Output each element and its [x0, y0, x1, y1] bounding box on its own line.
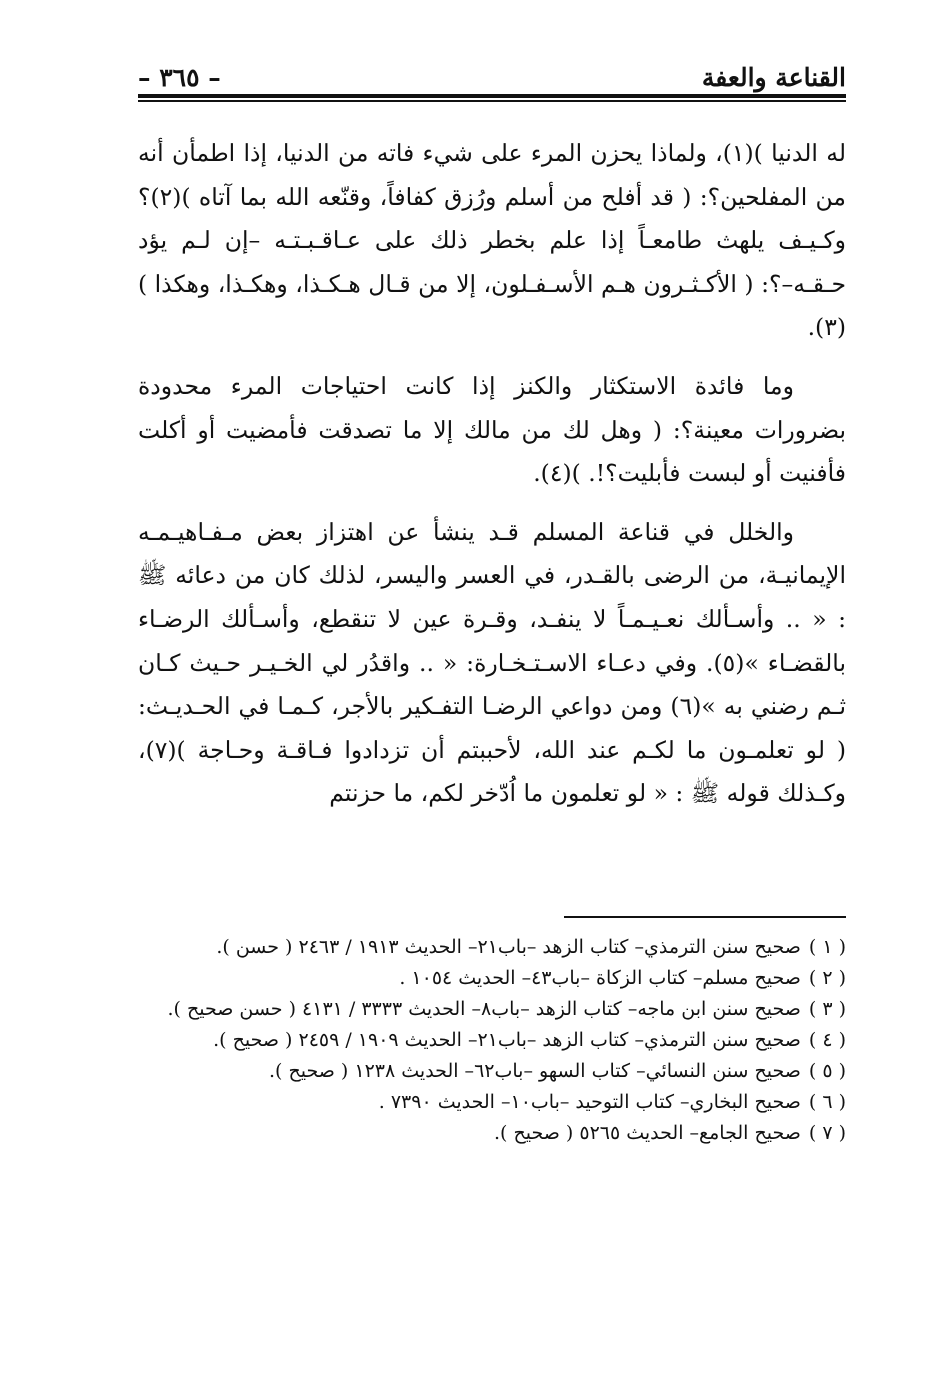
- footnote-text: صحيح البخاري– كتاب التوحيد –باب١٠– الحديث ٧٣٩٠ .: [378, 1091, 801, 1113]
- page-number: – ٣٦٥ –: [138, 63, 221, 92]
- footnote-separator: [564, 916, 846, 918]
- footnote: [132, 1087, 846, 1118]
- footnote-number: ( ٧ ): [808, 1122, 846, 1144]
- footnote-text: صحيح مسلم– كتاب الزكاة –باب٤٣– الحديث ١٠٥٤ .: [399, 967, 801, 989]
- footnote: [132, 1025, 846, 1056]
- paragraph: له الدنيا )(١)، ولماذا يحزن المرء على شيء فاته من الدنيا، إذا اطمأن أنه من المفلحين؟: ( قد أفلح من أسلم ورُزق كفافاً، وقنّعه الله بما آتاه )(٢)؟ وكـيـف يلهث طامعـاً إذا علم بخطر ذلك على عـاقـبـتـه –إن لـم يؤد حـقـه–؟: ( الأكـثـرون هـم الأسـفـلون، إلا من قـال هـكـذا، وهكـذا، وهكذا )(٣).: [138, 139, 846, 342]
- footnote-text: صحيح الجامع– الحديث ٥٢٦٥ ( صحيح ).: [493, 1122, 801, 1144]
- footnote-number: ( ٥ ): [808, 1060, 846, 1082]
- footnote: [132, 1056, 846, 1087]
- footnote-text: صحيح سنن ابن ماجه– كتاب الزهد –باب٨– الحديث ٣٣٣٣ / ٤١٣١ ( حسن صحيح ).: [167, 998, 801, 1020]
- paragraph: والخلل في قناعة المسلم قـد ينشأ عن اهتزاز بعض مـفـاهيـمـه الإيمانيـة، من الرضى بالقـدر، في العسر واليسر، لذلك كان من دعائه ﷺ : « .. وأسـألك نعـيـمـاً لا ينفـد، وقـرة عين لا تنقطع، وأسـألك الرضـاء بالقضـاء »(٥). وفي دعـاء الاسـتـخـارة: « .. واقدُر لي الخـيـر حـيث كـان ثـم رضني به »(٦) ومن دواعي الرضـا التفـكير بالأجر، كـمـا في الحـديـث: ( لو تعلمـون ما لكـم عند الله، لأحببتم أن تزدادوا فـاقـة وحـاجة )(٧)، وكـذلك قوله ﷺ : « لو تعلمون ما اُدّخر لكم، ما حزنتم: [138, 517, 846, 808]
- footnote-number: ( ١ ): [808, 936, 846, 958]
- header-rule: [138, 94, 846, 103]
- footnote: [132, 932, 846, 963]
- footnote-number: ( ٢ ): [808, 967, 846, 989]
- footnote-number: ( ٤ ): [808, 1029, 846, 1051]
- footnote: [132, 1118, 846, 1149]
- footnote: [132, 994, 846, 1025]
- footnote-number: ( ٦ ): [808, 1091, 846, 1113]
- footnote-number: ( ٣ ): [808, 998, 846, 1020]
- footnote-text: صحيح سنن الترمذي– كتاب الزهد –باب٢١– الحديث ١٩٠٩ / ٢٤٥٩ ( صحيح ).: [213, 1029, 801, 1051]
- paragraph: وما فائدة الاستكثار والكنز إذا كانت احتياجات المرء محدودة بضرورات معينة؟: ( وهل لك من مالك إلا ما تصدقت فأمضيت أو أكلت فأفنيت أو لبست فأبليت؟!. )(٤).: [138, 371, 846, 488]
- running-head: [138, 52, 846, 92]
- footnotes: [132, 932, 846, 1149]
- footnote: [132, 963, 846, 994]
- header-rule-thin: [138, 100, 846, 102]
- footnote-text: صحيح سنن النسائي– كتاب السهو –باب٦٢– الحديث ١٢٣٨ ( صحيح ).: [269, 1060, 801, 1082]
- chapter-title: القناعة والعفة: [701, 63, 846, 92]
- footnote-text: صحيح سنن الترمذي– كتاب الزهد –باب٢١– الحديث ١٩١٣ / ٢٤٦٣ ( حسن ).: [216, 936, 801, 958]
- header-rule-thick: [138, 94, 846, 98]
- main-text: [138, 132, 846, 831]
